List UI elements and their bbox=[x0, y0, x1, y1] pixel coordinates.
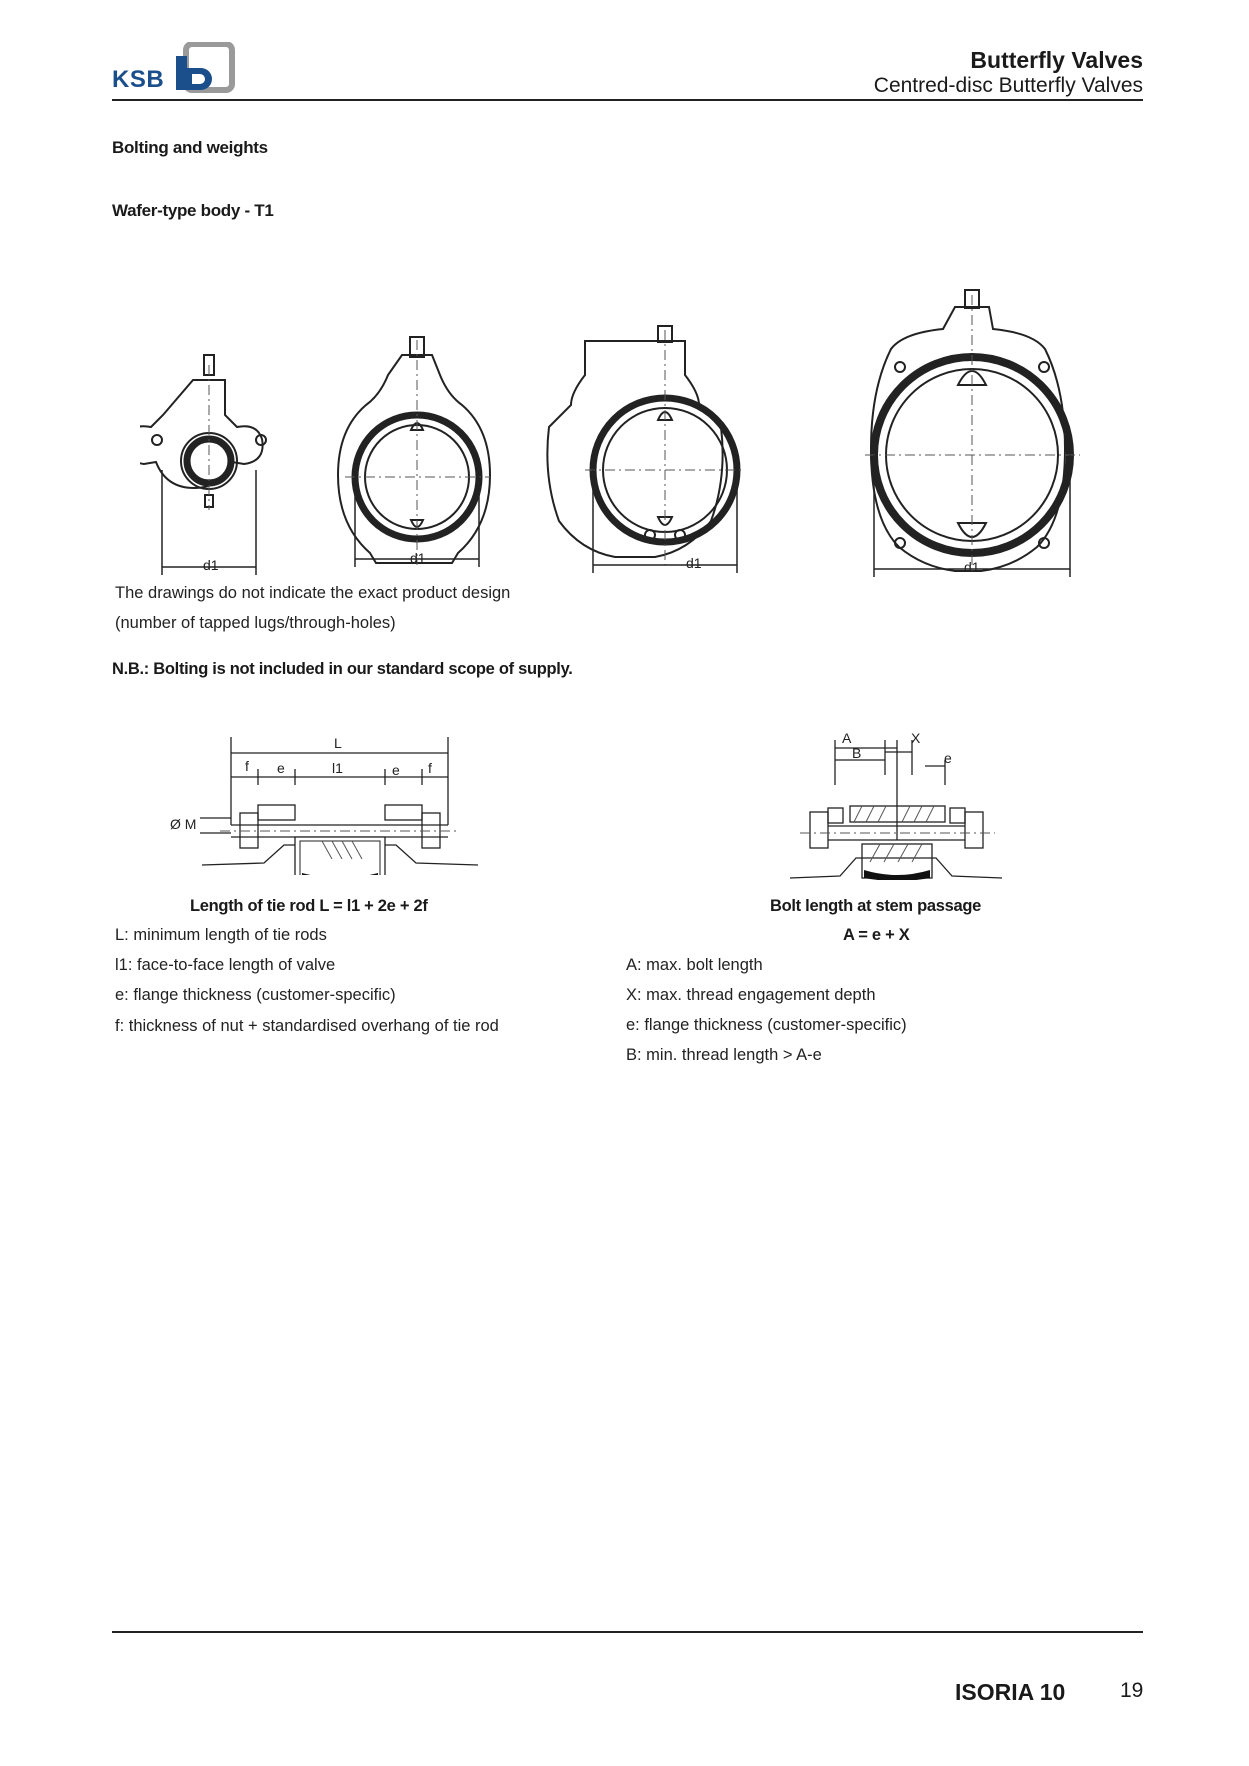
ksb-logo bbox=[112, 42, 237, 94]
bolt-label-e: e bbox=[944, 750, 952, 766]
drawing-note-line1: The drawings do not indicate the exact product design bbox=[115, 584, 511, 602]
tie-rod-legend-f: f: thickness of nut + standardised overhang of tie rod bbox=[115, 1017, 499, 1035]
bolt-legend-B: B: min. thread length > A-e bbox=[626, 1046, 822, 1064]
d1-label-1: d1 bbox=[203, 557, 219, 573]
header-rule bbox=[112, 99, 1143, 101]
valve-drawing-medium bbox=[338, 337, 490, 563]
bolt-formula: A = e + X bbox=[843, 926, 910, 944]
tie-rod-label-e-left: e bbox=[277, 760, 285, 776]
valve-drawings bbox=[140, 255, 1110, 580]
tie-rod-label-l1: l1 bbox=[332, 760, 343, 776]
tie-rod-label-L: L bbox=[334, 735, 342, 751]
bolt-legend-X: X: max. thread engagement depth bbox=[626, 986, 876, 1004]
tie-rod-legend-L: L: minimum length of tie rods bbox=[115, 926, 327, 944]
page-number: 19 bbox=[1120, 1679, 1144, 1702]
tie-rod-legend-e: e: flange thickness (customer-specific) bbox=[115, 986, 396, 1004]
subsection-title: Wafer-type body - T1 bbox=[112, 201, 274, 220]
d1-label-4: d1 bbox=[964, 559, 980, 575]
d1-label-3: d1 bbox=[686, 555, 702, 571]
drawing-note-line2: (number of tapped lugs/through-holes) bbox=[115, 614, 396, 632]
footer-rule bbox=[112, 1631, 1143, 1633]
section-title: Bolting and weights bbox=[112, 138, 268, 157]
d1-label-2: d1 bbox=[410, 550, 426, 566]
bolt-legend-A: A: max. bolt length bbox=[626, 956, 763, 974]
footer-model: ISORIA 10 bbox=[955, 1679, 1066, 1705]
tie-rod-drawing bbox=[160, 725, 480, 875]
tie-rod-label-f-right: f bbox=[428, 760, 432, 776]
tie-rod-label-e-right: e bbox=[392, 762, 400, 778]
bolt-label-A: A bbox=[842, 730, 852, 746]
ksb-logo-mark bbox=[174, 42, 236, 94]
header-title: Butterfly Valves bbox=[970, 47, 1143, 73]
valve-drawing-large bbox=[547, 326, 737, 557]
tie-rod-label-f-left: f bbox=[245, 758, 249, 774]
valve-drawing-small bbox=[140, 355, 266, 507]
bolt-caption: Bolt length at stem passage bbox=[770, 897, 982, 915]
tie-rod-label-diameter: Ø M bbox=[170, 816, 197, 832]
logo-text: KSB bbox=[112, 66, 165, 93]
bolt-label-B: B bbox=[852, 745, 862, 761]
bolt-drawing bbox=[780, 730, 1010, 880]
nb-note: N.B.: Bolting is not included in our standard scope of supply. bbox=[112, 660, 573, 678]
valve-drawing-xlarge bbox=[871, 290, 1070, 571]
header-subtitle: Centred-disc Butterfly Valves bbox=[873, 74, 1143, 97]
bolt-label-X: X bbox=[911, 730, 921, 746]
tie-rod-caption: Length of tie rod L = l1 + 2e + 2f bbox=[190, 897, 428, 915]
bolt-legend-e: e: flange thickness (customer-specific) bbox=[626, 1016, 907, 1034]
tie-rod-legend-l1: l1: face-to-face length of valve bbox=[115, 956, 336, 974]
